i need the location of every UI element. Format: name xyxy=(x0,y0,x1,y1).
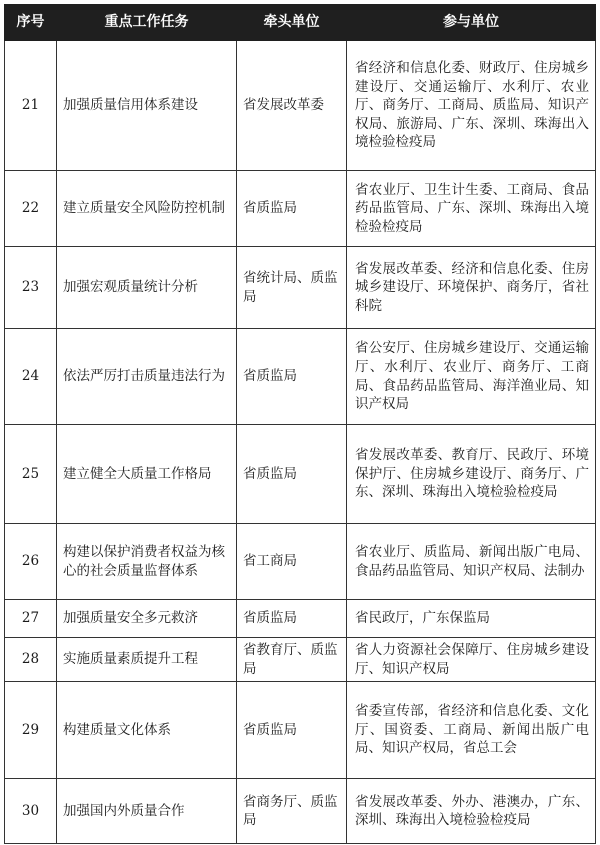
row-participating-units: 省人力资源社会保障厅、住房城乡建设厅、知识产权局 xyxy=(347,638,596,682)
row-participating-units: 省经济和信息化委、财政厅、住房城乡建设厅、交通运输厅、水利厅、农业厅、商务厅、工商局、质监局、知识产权局、旅游局、广东、深圳、珠海出入境检验检疫局 xyxy=(347,41,596,171)
row-participating-units: 省委宣传部，省经济和信息化委、文化厅、国资委、工商局、新闻出版广电局、知识产权局，省总工会 xyxy=(347,682,596,779)
table-row xyxy=(5,329,596,425)
row-key-task: 加强国内外质量合作 xyxy=(57,779,237,844)
table-row xyxy=(5,247,596,329)
header-lead-unit: 牵头单位 xyxy=(237,5,347,41)
row-serial-number: 23 xyxy=(5,247,57,329)
row-key-task: 实施质量素质提升工程 xyxy=(57,638,237,682)
table-row xyxy=(5,41,596,171)
row-lead-unit: 省质监局 xyxy=(237,600,347,638)
row-serial-number: 25 xyxy=(5,425,57,524)
row-participating-units: 省发展改革委、教育厅、民政厅、环境保护厅、住房城乡建设厅、商务厅、广东、深圳、珠海出入境检验检疫局 xyxy=(347,425,596,524)
table-row xyxy=(5,524,596,600)
row-lead-unit: 省统计局、质监局 xyxy=(237,247,347,329)
row-lead-unit: 省质监局 xyxy=(237,682,347,779)
row-key-task: 加强宏观质量统计分析 xyxy=(57,247,237,329)
row-key-task: 构建质量文化体系 xyxy=(57,682,237,779)
table-row xyxy=(5,638,596,682)
row-lead-unit: 省教育厅、质监局 xyxy=(237,638,347,682)
header-row xyxy=(5,5,596,41)
row-lead-unit: 省质监局 xyxy=(237,171,347,247)
row-serial-number: 28 xyxy=(5,638,57,682)
row-participating-units: 省农业厅、卫生计生委、工商局、食品药品监管局、广东、深圳、珠海出入境检验检疫局 xyxy=(347,171,596,247)
header-participating-units: 参与单位 xyxy=(347,5,596,41)
row-key-task: 依法严厉打击质量违法行为 xyxy=(57,329,237,425)
row-key-task: 加强质量安全多元救济 xyxy=(57,600,237,638)
row-key-task: 建立质量安全风险防控机制 xyxy=(57,171,237,247)
row-lead-unit: 省商务厅、质监局 xyxy=(237,779,347,844)
row-serial-number: 29 xyxy=(5,682,57,779)
row-participating-units: 省民政厅，广东保监局 xyxy=(347,600,596,638)
row-participating-units: 省公安厅、住房城乡建设厅、交通运输厅、水利厅、农业厅、商务厅、工商局、食品药品监管局、海洋渔业局、知识产权局 xyxy=(347,329,596,425)
table-row xyxy=(5,425,596,524)
row-serial-number: 27 xyxy=(5,600,57,638)
row-serial-number: 26 xyxy=(5,524,57,600)
row-key-task: 构建以保护消费者权益为核心的社会质量监督体系 xyxy=(57,524,237,600)
header-key-task: 重点工作任务 xyxy=(57,5,237,41)
table-row xyxy=(5,600,596,638)
row-lead-unit: 省质监局 xyxy=(237,425,347,524)
row-serial-number: 22 xyxy=(5,171,57,247)
row-participating-units: 省发展改革委、外办、港澳办，广东、深圳、珠海出入境检验检疫局 xyxy=(347,779,596,844)
task-table-container xyxy=(4,4,596,844)
row-key-task: 建立健全大质量工作格局 xyxy=(57,425,237,524)
table-row xyxy=(5,682,596,779)
row-serial-number: 24 xyxy=(5,329,57,425)
table-header xyxy=(5,5,596,41)
table-body xyxy=(5,41,596,844)
task-table xyxy=(4,4,596,844)
row-key-task: 加强质量信用体系建设 xyxy=(57,41,237,171)
row-serial-number: 21 xyxy=(5,41,57,171)
row-participating-units: 省农业厅、质监局、新闻出版广电局、食品药品监管局、知识产权局、法制办 xyxy=(347,524,596,600)
row-lead-unit: 省质监局 xyxy=(237,329,347,425)
row-participating-units: 省发展改革委、经济和信息化委、住房城乡建设厅、环境保护、商务厅，省社科院 xyxy=(347,247,596,329)
table-row xyxy=(5,171,596,247)
row-lead-unit: 省发展改革委 xyxy=(237,41,347,171)
header-serial-number: 序号 xyxy=(5,5,57,41)
table-row xyxy=(5,779,596,844)
row-lead-unit: 省工商局 xyxy=(237,524,347,600)
row-serial-number: 30 xyxy=(5,779,57,844)
